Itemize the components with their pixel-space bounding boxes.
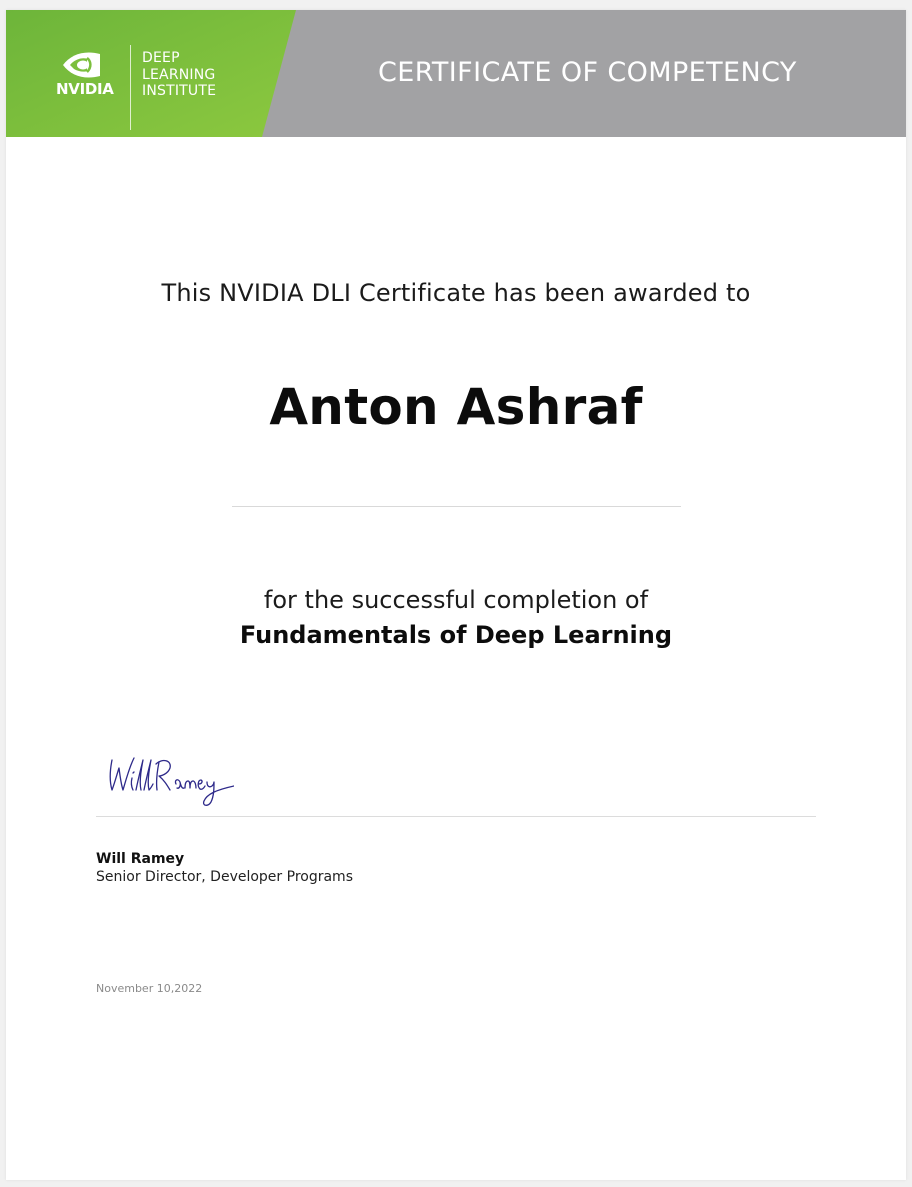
signature-line [96, 816, 816, 817]
signer-name: Will Ramey [96, 851, 185, 867]
certificate-title: CERTIFICATE OF COMPETENCY [378, 57, 797, 88]
certificate-header [6, 10, 906, 137]
issue-date: November 10,2022 [96, 982, 203, 995]
awarded-statement: This NVIDIA DLI Certificate has been awarded to [161, 279, 751, 307]
institute-name [142, 50, 216, 100]
signer-title: Senior Director, Developer Programs [96, 869, 353, 885]
institute-line: INSTITUTE [142, 83, 217, 99]
nvidia-wordmark: NVIDIA [56, 80, 114, 98]
certificate-page [6, 10, 906, 1180]
completion-statement: for the successful completion of [263, 586, 649, 614]
name-divider [232, 506, 681, 507]
institute-line: LEARNING [142, 66, 216, 83]
signature-image [104, 754, 234, 816]
logo-divider [130, 45, 131, 130]
recipient-name: Anton Ashraf [269, 378, 643, 436]
institute-line: DEEP [142, 50, 180, 66]
course-title: Fundamentals of Deep Learning [239, 621, 673, 649]
